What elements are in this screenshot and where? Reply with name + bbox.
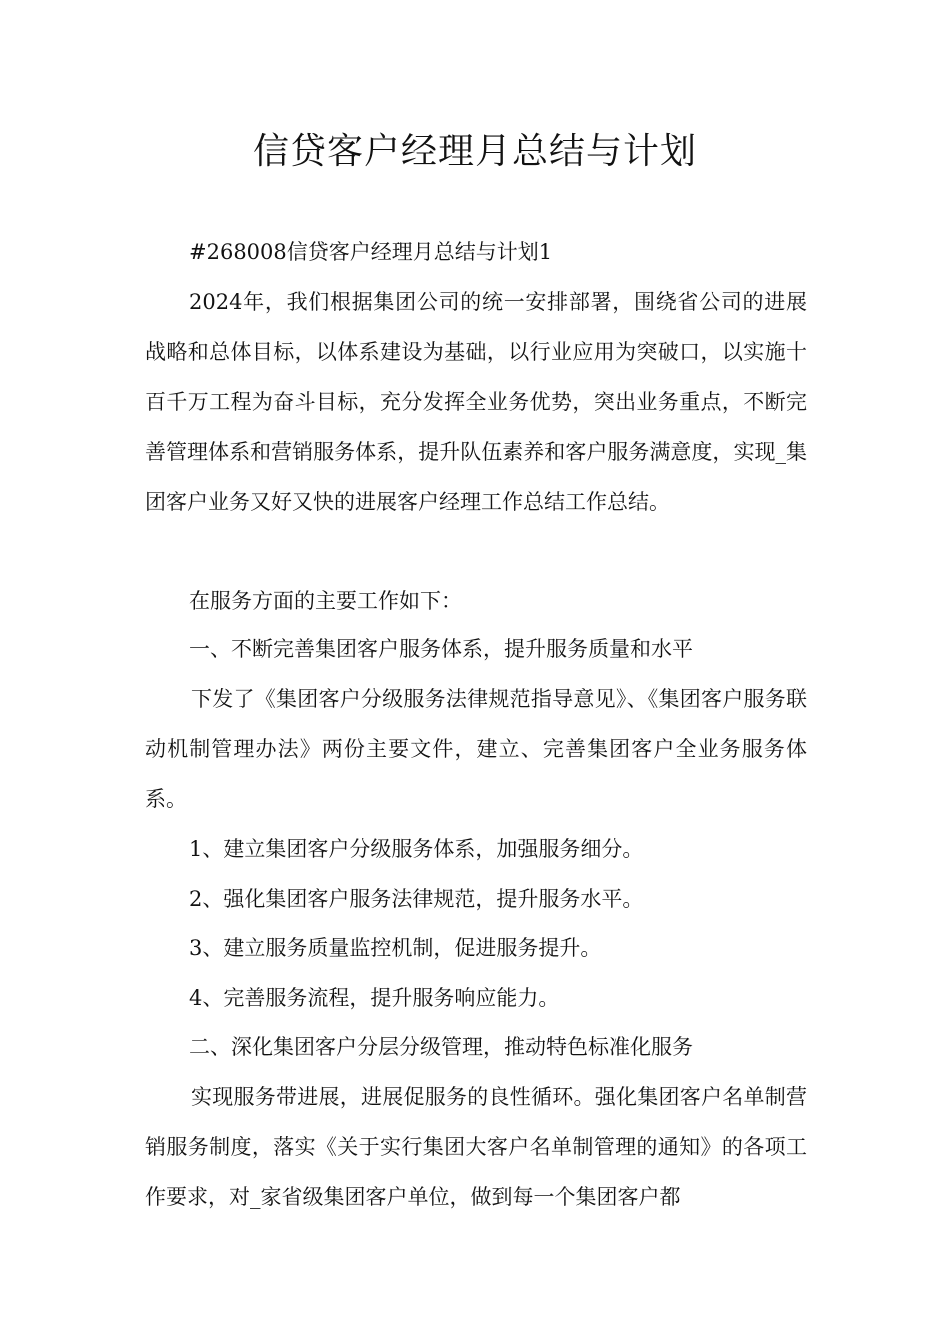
list-item-3: 3、建立服务质量监控机制，促进服务提升。 bbox=[189, 936, 602, 960]
paragraph-doc-id: #268008信贷客户经理月总结与计划1 bbox=[189, 240, 553, 264]
list-item-1: 1、建立集团客户分级服务体系，加强服务细分。 bbox=[189, 837, 644, 861]
paragraph-section-1-body: 下发了《集团客户分级服务法律规范指导意见》、《集团客户服务联动机制管理办法》两份主要文件，建立、完善集团客户全业务服务体系。 bbox=[145, 687, 807, 811]
document-title: 信贷客户经理月总结与计划 bbox=[252, 131, 697, 172]
paragraph-service-heading: 在服务方面的主要工作如下： bbox=[189, 589, 462, 613]
paragraph-section-2-body: 实现服务带进展，进展促服务的良性循环。强化集团客户名单制营销服务制度，落实《关于实行集团大客户名单制管理的通知》的各项工作要求，对_家省级集团客户单位，做到每一个集团客户都 bbox=[145, 1085, 807, 1209]
list-item-4: 4、完善服务流程，提升服务响应能力。 bbox=[189, 986, 560, 1010]
list-item-2: 2、强化集团客户服务法律规范，提升服务水平。 bbox=[189, 887, 644, 911]
section-heading-1: 一、不断完善集团客户服务体系，提升服务质量和水平 bbox=[189, 637, 693, 661]
paragraph-intro: 2024年，我们根据集团公司的统一安排部署，围绕省公司的进展战略和总体目标，以体系建设为基础，以行业应用为突破口，以实施十百千万工程为奋斗目标，充分发挥全业务优势，突出业务重点，不断完善管理体系和营销服务体系，提升队伍素养和客户服务满意度，实现_集团客户业务又好又快的进展客户经理工作总结工作总结。 bbox=[145, 290, 807, 514]
section-heading-2: 二、深化集团客户分层分级管理，推动特色标准化服务 bbox=[189, 1035, 693, 1059]
